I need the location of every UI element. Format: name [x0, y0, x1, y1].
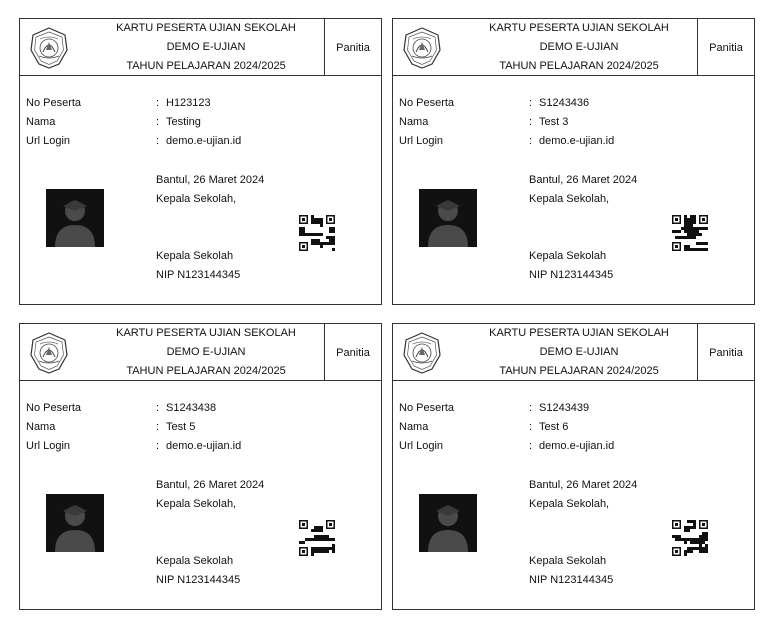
login-url-row [26, 437, 366, 456]
participant-number-label: No Peserta [399, 402, 455, 414]
colon: : [156, 97, 160, 109]
card-header [20, 324, 381, 381]
signer-nip: NIP N123144345 [156, 269, 241, 281]
name-label: Nama [399, 421, 429, 433]
colon: : [529, 97, 533, 109]
participant-number-row [399, 94, 739, 113]
colon: : [529, 402, 533, 414]
login-url-row [399, 132, 739, 151]
signer-title: Kepala Sekolah, [156, 498, 237, 510]
signer-nip: NIP N123144345 [529, 269, 614, 281]
card-header [393, 19, 754, 76]
card-header [20, 19, 381, 76]
role-badge [697, 19, 754, 76]
tut-wuri-handayani-emblem-icon [27, 26, 71, 70]
card-academic-year: TAHUN PELAJARAN 2024/2025 [499, 60, 659, 72]
card-academic-year: TAHUN PELAJARAN 2024/2025 [499, 365, 659, 377]
exam-card [19, 18, 382, 305]
role-badge [324, 324, 381, 381]
qr-code-icon [672, 520, 708, 556]
card-institution: DEMO E-UJIAN [166, 41, 246, 53]
exam-card [392, 18, 755, 305]
qr-code-icon [299, 215, 335, 251]
signer-name: Kepala Sekolah [156, 555, 234, 567]
signer-name: Kepala Sekolah [529, 250, 607, 262]
card-academic-year: TAHUN PELAJARAN 2024/2025 [126, 60, 286, 72]
colon: : [529, 421, 533, 433]
name-row [26, 113, 366, 132]
card-header [393, 324, 754, 381]
role-badge [697, 324, 754, 381]
role-label: Panitia [336, 346, 370, 359]
login-url-value: demo.e-ujian.id [166, 135, 242, 147]
student-photo-placeholder-icon [46, 494, 104, 552]
colon: : [156, 402, 160, 414]
login-url-label: Url Login [26, 440, 71, 452]
colon: : [529, 135, 533, 147]
participant-number-value: S1243439 [539, 402, 590, 414]
login-url-value: demo.e-ujian.id [539, 440, 615, 452]
name-row [399, 113, 739, 132]
login-url-row [26, 132, 366, 151]
signer-name: Kepala Sekolah [156, 250, 234, 262]
participant-number-row [399, 399, 739, 418]
tut-wuri-handayani-emblem-icon [400, 331, 444, 375]
place-date: Bantul, 26 Maret 2024 [529, 174, 638, 186]
role-label: Panitia [336, 41, 370, 54]
login-url-value: demo.e-ujian.id [539, 135, 615, 147]
card-title: KARTU PESERTA UJIAN SEKOLAH [489, 327, 669, 339]
participant-number-label: No Peserta [26, 402, 82, 414]
name-label: Nama [399, 116, 429, 128]
login-url-label: Url Login [399, 135, 444, 147]
role-label: Panitia [709, 346, 743, 359]
place-date: Bantul, 26 Maret 2024 [156, 174, 265, 186]
name-row [399, 418, 739, 437]
card-title: KARTU PESERTA UJIAN SEKOLAH [116, 22, 296, 34]
qr-code-icon [672, 215, 708, 251]
colon: : [156, 135, 160, 147]
signer-title: Kepala Sekolah, [529, 193, 610, 205]
name-value: Test 3 [539, 116, 569, 128]
student-photo-placeholder-icon [46, 189, 104, 247]
name-value: Testing [166, 116, 201, 128]
tut-wuri-handayani-emblem-icon [27, 331, 71, 375]
signer-title: Kepala Sekolah, [156, 193, 237, 205]
colon: : [529, 116, 533, 128]
place-date: Bantul, 26 Maret 2024 [529, 479, 638, 491]
role-label: Panitia [709, 41, 743, 54]
card-institution: DEMO E-UJIAN [539, 346, 619, 358]
qr-code-icon [299, 520, 335, 556]
student-photo-placeholder-icon [419, 494, 477, 552]
colon: : [156, 421, 160, 433]
place-date: Bantul, 26 Maret 2024 [156, 479, 265, 491]
login-url-label: Url Login [399, 440, 444, 452]
name-row [26, 418, 366, 437]
login-url-value: demo.e-ujian.id [166, 440, 242, 452]
login-url-label: Url Login [26, 135, 71, 147]
name-label: Nama [26, 421, 56, 433]
name-value: Test 5 [166, 421, 196, 433]
participant-number-value: S1243438 [166, 402, 217, 414]
login-url-row [399, 437, 739, 456]
tut-wuri-handayani-emblem-icon [400, 26, 444, 70]
colon: : [156, 116, 160, 128]
card-institution: DEMO E-UJIAN [166, 346, 246, 358]
participant-number-label: No Peserta [26, 97, 82, 109]
student-photo-placeholder-icon [419, 189, 477, 247]
name-label: Nama [26, 116, 56, 128]
participant-number-row [26, 94, 366, 113]
participant-number-label: No Peserta [399, 97, 455, 109]
participant-number-row [26, 399, 366, 418]
colon: : [156, 440, 160, 452]
signer-nip: NIP N123144345 [529, 574, 614, 586]
card-title: KARTU PESERTA UJIAN SEKOLAH [116, 327, 296, 339]
colon: : [529, 440, 533, 452]
exam-card [19, 323, 382, 610]
participant-number-value: S1243436 [539, 97, 590, 109]
role-badge [324, 19, 381, 76]
card-institution: DEMO E-UJIAN [539, 41, 619, 53]
signer-nip: NIP N123144345 [156, 574, 241, 586]
name-value: Test 6 [539, 421, 569, 433]
card-title: KARTU PESERTA UJIAN SEKOLAH [489, 22, 669, 34]
signer-name: Kepala Sekolah [529, 555, 607, 567]
signer-title: Kepala Sekolah, [529, 498, 610, 510]
participant-number-value: H123123 [166, 97, 211, 109]
card-academic-year: TAHUN PELAJARAN 2024/2025 [126, 365, 286, 377]
exam-card [392, 323, 755, 610]
